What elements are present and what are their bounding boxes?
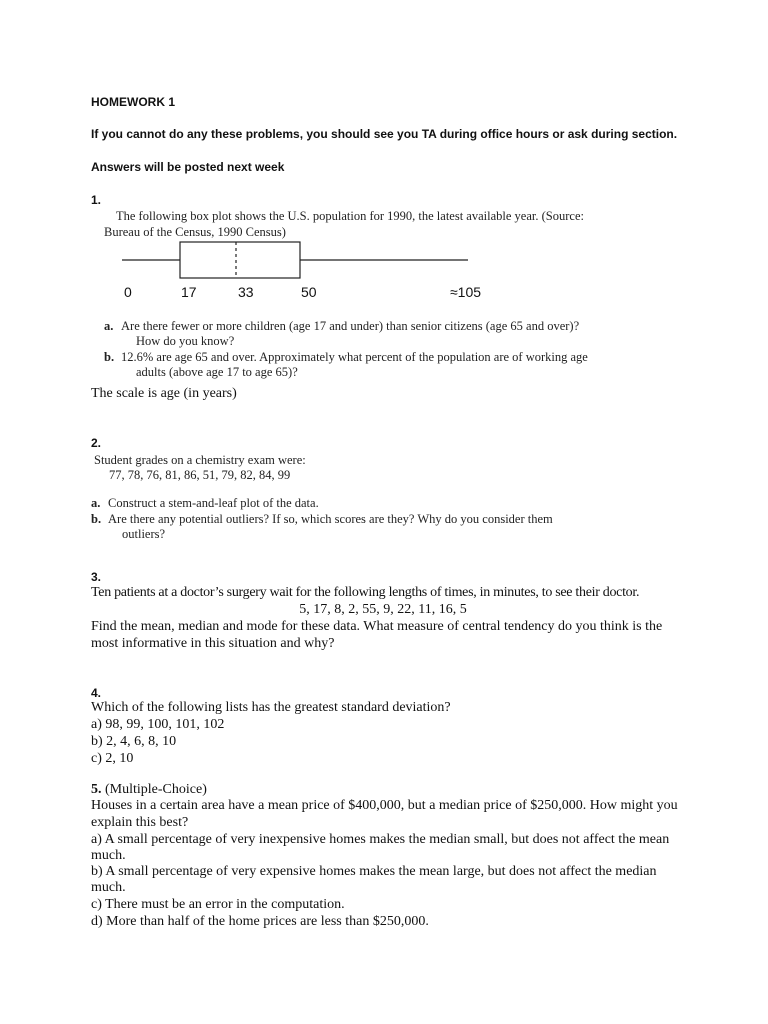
problem-2a-text: Construct a stem-and-leaf plot of the data.: [108, 496, 319, 510]
problem-4-option-c: c) 2, 10: [91, 751, 134, 766]
box-plot-box: [180, 242, 300, 278]
problem-3-question-line2: most informative in this situation and why?: [91, 636, 335, 651]
problem-4-number: 4.: [91, 686, 102, 700]
problem-5-option-c: c) There must be an error in the computation.: [91, 897, 345, 912]
problem-1a-line2: How do you know?: [136, 334, 235, 348]
problem-5-heading: [91, 782, 207, 798]
problem-4-option-b: b) 2, 4, 6, 8, 10: [91, 734, 177, 749]
problem-3-number: 3.: [91, 570, 102, 584]
problem-5-question-line2: explain this best?: [91, 815, 189, 830]
problem-2a-label: a.: [91, 496, 101, 510]
problem-3-data: 5, 17, 8, 2, 55, 9, 22, 11, 16, 5: [299, 602, 467, 617]
notice-text: If you cannot do any these problems, you should see you TA during office hours or ask during section.: [91, 127, 678, 141]
problem-5-option-b-line1: b) A small percentage of very expensive homes makes the mean large, but does not affect the median: [91, 864, 657, 879]
problem-5-option-d: d) More than half of the home prices are less than $250,000.: [91, 914, 429, 929]
box-plot-tick-50: 50: [301, 284, 317, 300]
box-plot-tick-105: ≈105: [450, 284, 482, 300]
problem-1b-label: b.: [104, 350, 115, 364]
problem-5-question-line1: Houses in a certain area have a mean price of $400,000, but a median price of $250,000. How might you: [91, 798, 678, 813]
problem-4-question: Which of the following lists has the greatest standard deviation?: [91, 700, 451, 715]
page-title: HOMEWORK 1: [91, 95, 175, 109]
problem-2-intro: Student grades on a chemistry exam were:: [94, 453, 306, 467]
answers-note: Answers will be posted next week: [91, 160, 285, 174]
problem-5-option-b-line2: much.: [91, 880, 126, 895]
problem-1b-line2: adults (above age 17 to age 65)?: [136, 365, 298, 379]
box-plot-tick-0: 0: [124, 284, 132, 300]
box-plot-tick-17: 17: [181, 284, 197, 300]
problem-2b-line1: Are there any potential outliers? If so, which scores are they? Why do you consider them: [108, 512, 553, 526]
scale-note: The scale is age (in years): [91, 386, 237, 401]
problem-2-number: 2.: [91, 436, 102, 450]
problem-1-intro-line1: The following box plot shows the U.S. population for 1990, the latest available year. (Source:: [116, 209, 584, 223]
problem-3-intro: Ten patients at a doctor’s surgery wait for the following lengths of times, in minutes, to see their doctor.: [91, 585, 640, 600]
problem-5-number: 5.: [91, 782, 102, 797]
problem-4-option-a: a) 98, 99, 100, 101, 102: [91, 717, 225, 732]
problem-1b-line1: 12.6% are age 65 and over. Approximately what percent of the population are of working age: [121, 350, 588, 364]
problem-2b-line2: outliers?: [122, 527, 166, 541]
problem-1-intro-line2: Bureau of the Census, 1990 Census): [104, 225, 286, 239]
problem-5-option-a-line2: much.: [91, 848, 126, 863]
problem-5-option-a-line1: a) A small percentage of very inexpensive homes makes the median small, but does not affect the mean: [91, 832, 670, 847]
problem-1a-label: a.: [104, 319, 114, 333]
box-plot-tick-33: 33: [238, 284, 254, 300]
problem-2b-label: b.: [91, 512, 102, 526]
problem-3-question-line1: Find the mean, median and mode for these data. What measure of central tendency do you think is the: [91, 619, 663, 634]
problem-1-number: 1.: [91, 193, 102, 207]
problem-2-grades: 77, 78, 76, 81, 86, 51, 79, 82, 84, 99: [109, 468, 291, 482]
problem-5-type: (Multiple-Choice): [101, 782, 207, 797]
problem-1a-line1: Are there fewer or more children (age 17 and under) than senior citizens (age 65 and over)?: [121, 319, 580, 333]
